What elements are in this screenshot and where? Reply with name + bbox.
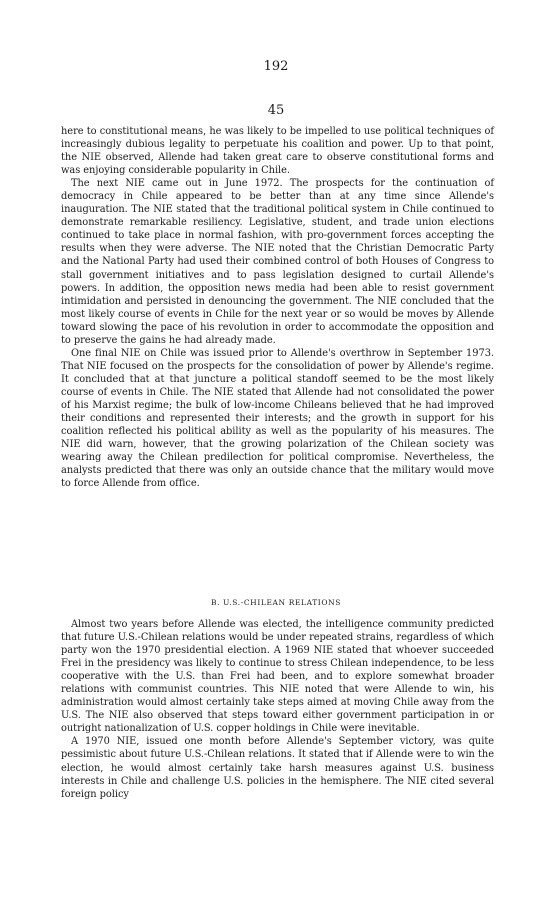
paragraph-continuation: here to constitutional means, he was likely to be impelled to use political techniques of increasingly dubious legality to perpetuate his coalition and power. Up to that point, the NIE observed, Allende had taken great care to observe constitutional forms and was enjoying considerable popularity in Chile. <box>61 126 494 177</box>
page-number-top: 192 <box>263 59 289 74</box>
text-block-before-heading <box>61 125 494 490</box>
page-number-inner: 45 <box>267 103 285 118</box>
paragraph-1969-nie: Almost two years before Allende was elected, the intelligence community predicted that future U.S.-Chilean relations would be under repeated strains, regardless of which party won the 1970 presidential election. A 1969 NIE stated that whoever succeeded Frei in the presidency was likely to continue to stress Chilean independence, to be less cooperative with the U.S. than Frei had been, and to explore somewhat broader relations with communist countries. This NIE noted that were Allende to win, his administration would almost certainly take steps aimed at moving Chile away from the U.S. The NIE also observed that steps toward either government participation in or outright nationalization of U.S. copper holdings in Chile were inevitable. <box>61 619 494 735</box>
paragraph-1970-nie: A 1970 NIE, issued one month before Allende's September victory, was quite pessimistic about future U.S.-Chilean relations. It stated that if Allende were to win the election, he would almost certainly take harsh measures against U.S. business interests in Chile and challenge U.S. policies in the hemisphere. The NIE cited several foreign policy <box>61 736 494 800</box>
section-heading: B. U.S.-CHILEAN RELATIONS <box>210 598 342 607</box>
text-block-after-heading <box>61 618 494 801</box>
paragraph-june-1972-nie: The next NIE came out in June 1972. The prospects for the continuation of democracy in Chile appeared to be better than at any time since Allende's inauguration. The NIE stated that the traditional political system in Chile continued to demonstrate remarkable resiliency. Legislative, student, and trade union elections continued to take place in normal fashion, with pro-government forces accepting the results when they were adverse. The NIE noted that the Christian Democratic Party and the National Party had used their combined control of both Houses of Congress to stall government initiatives and to pass legislation designed to curtail Allende's powers. In addition, the opposition news media had been able to resist government intimidation and persisted in denouncing the government. The NIE concluded that the most likely course of events in Chile for the next year or so would be moves by Allende toward slowing the pace of his revolution in order to accommodate the opposition and to preserve the gains he had already made. <box>61 178 494 346</box>
paragraph-final-nie: One final NIE on Chile was issued prior to Allende's overthrow in September 1973. That NIE focused on the prospects for the consolidation of power by Allende's regime. It concluded that at that juncture a political standoff seemed to be the most likely course of events in Chile. The NIE stated that Allende had not consolidated the power of his Marxist regime; the bulk of low-income Chileans believed that he had improved their conditions and represented their interests; and the growth in support for his coalition reflected his political ability as well as the popularity of his measures. The NIE did warn, however, that the growing polarization of the Chilean society was wearing away the Chilean predilection for political compromise. Nevertheless, the analysts predicted that there was only an outside chance that the military would move to force Allende from office. <box>61 347 494 490</box>
